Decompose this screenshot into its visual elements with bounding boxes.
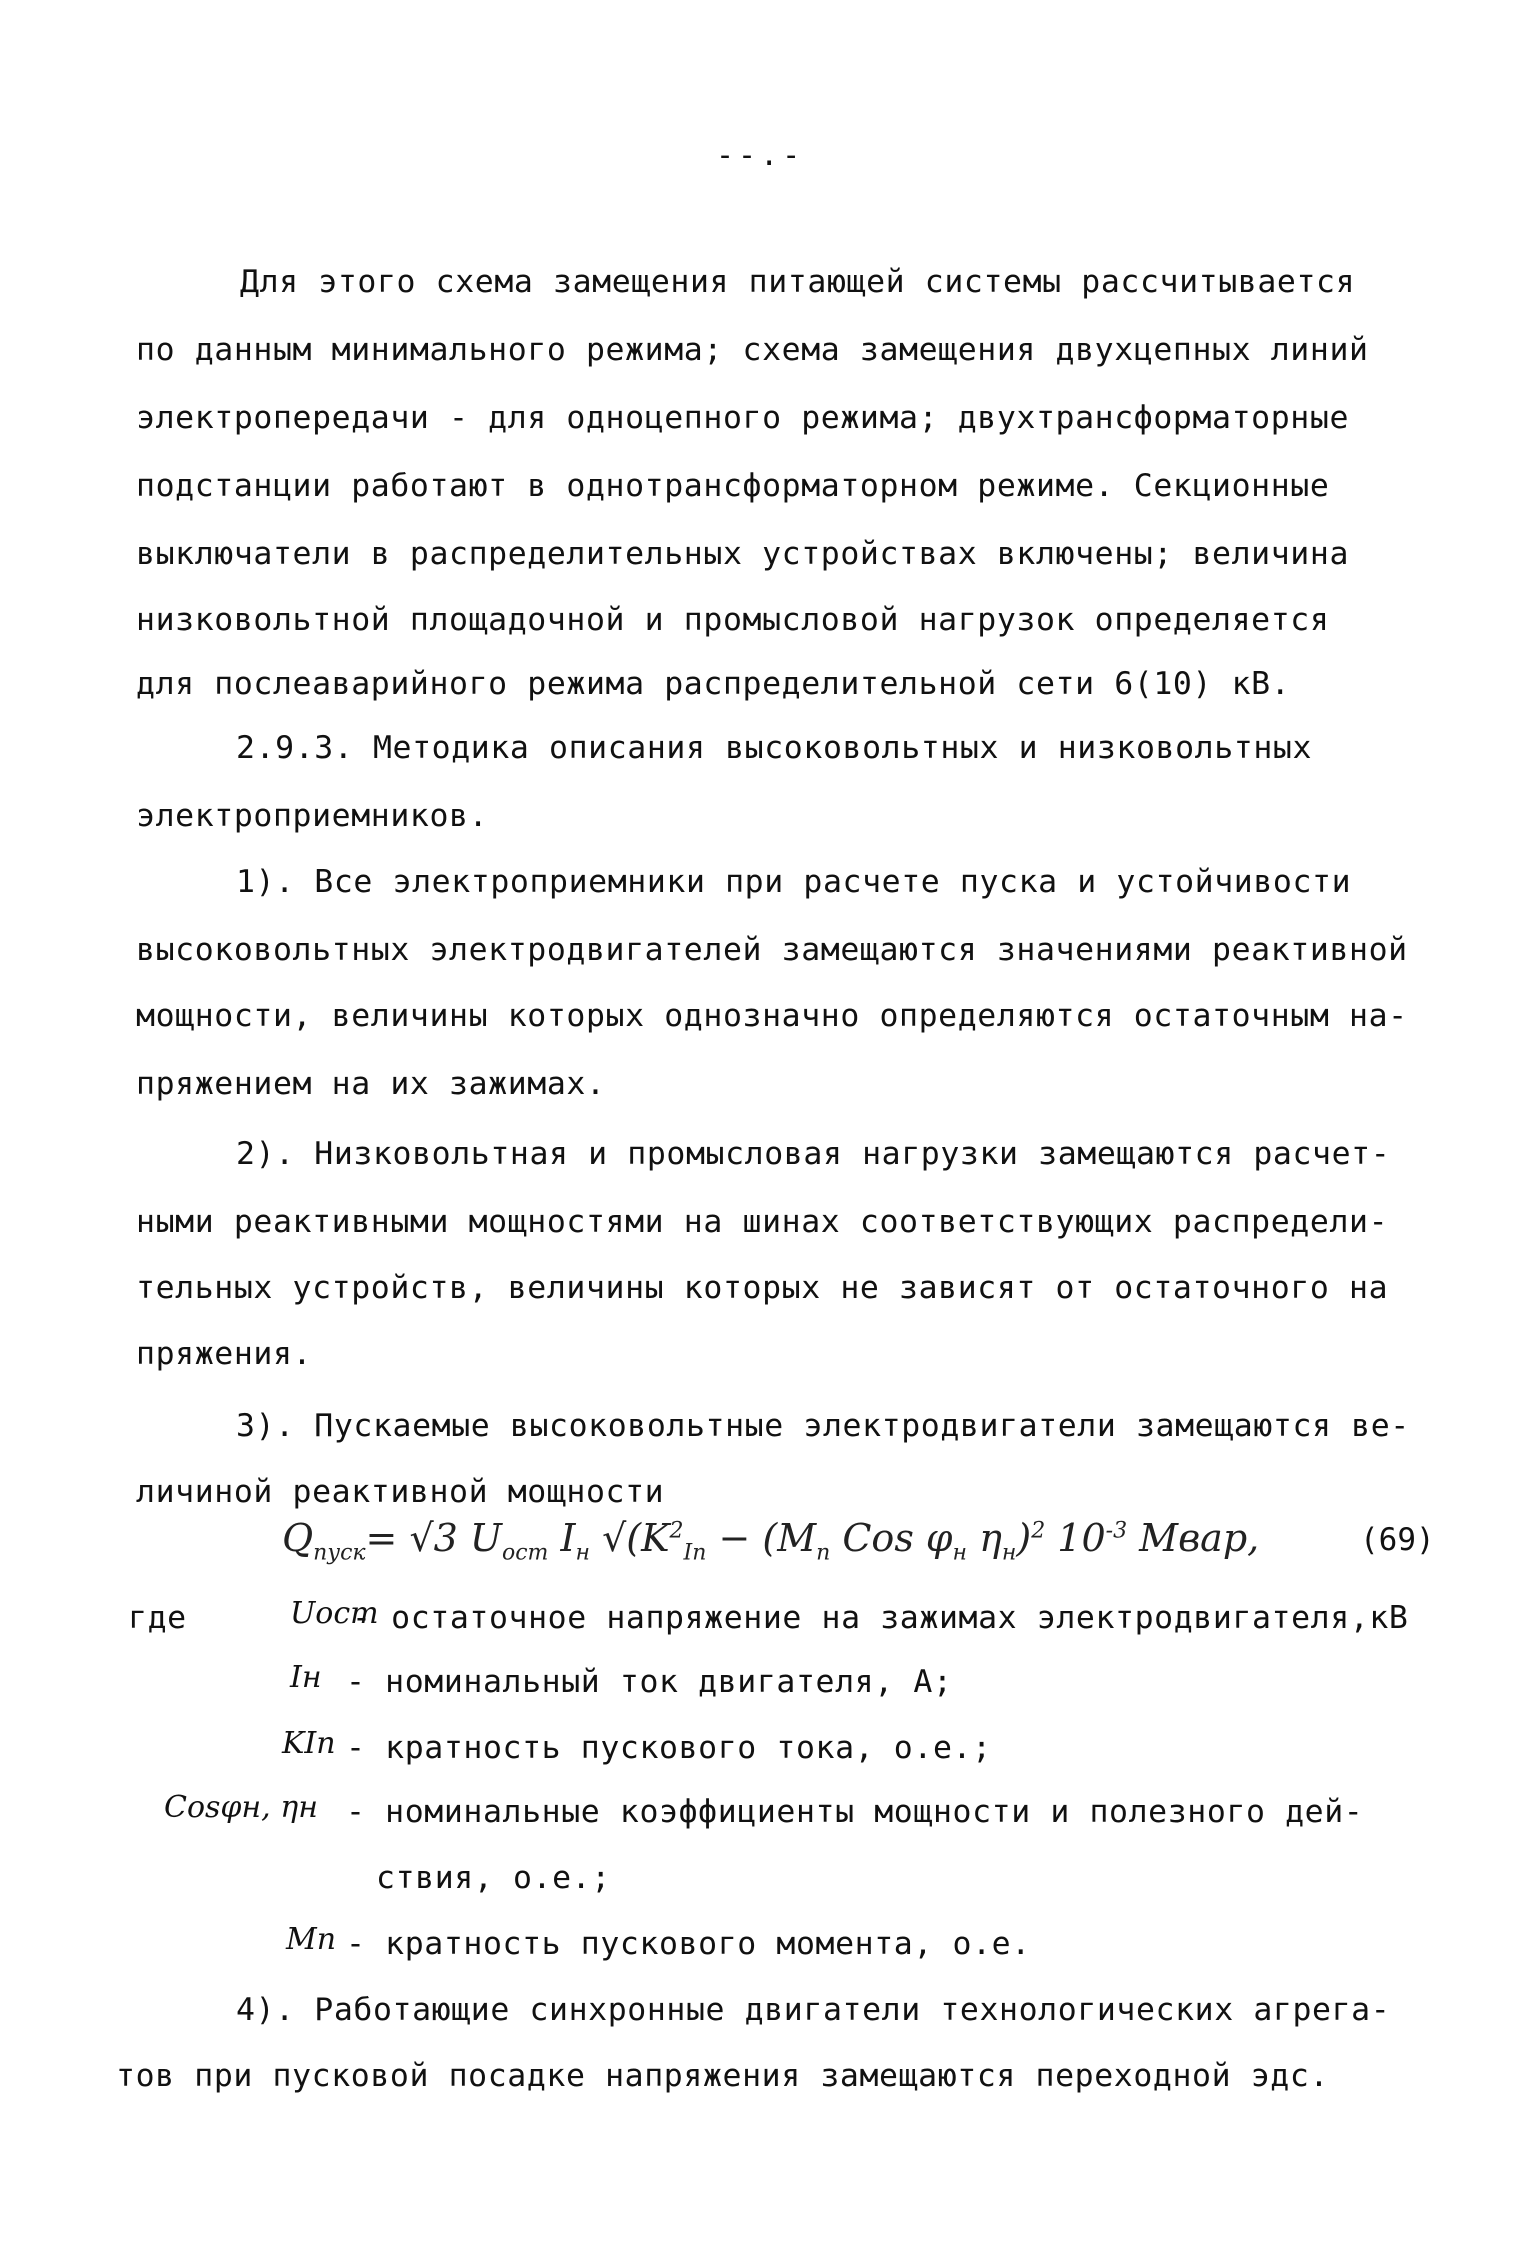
page-number: --.- [716,138,805,173]
body-line: 1). Все электроприемники при расчете пуска и устойчивости [236,864,1352,900]
body-line: ными реактивными мощностями на шинах соответствующих распредели- [136,1204,1389,1240]
def-symbol: Iн [290,1660,322,1695]
body-line: по данным минимального режима; схема замещения двухцепных линий [136,332,1369,368]
body-line: 2). Низковольтная и промысловая нагрузки замещаются расчет- [236,1136,1391,1172]
body-line: личиной реактивной мощности [136,1474,665,1510]
body-line: электропередачи - для одноцепного режима; двухтрансформаторные [136,400,1350,436]
body-line: Для этого схема замещения питающей системы рассчитывается [240,264,1356,300]
section-heading: 2.9.3. Методика описания высоковольтных и низковольтных [236,730,1313,766]
body-line: тельных устройств, величины которых не зависят от остаточного на [136,1270,1389,1306]
def-symbol: Uост [290,1596,379,1631]
body-line: пряжения. [136,1336,313,1372]
section-heading-cont: электроприемников. [136,798,489,834]
body-line: мощности, величины которых однозначно определяются остаточным на- [136,998,1408,1034]
def-text-cont: ствия, о.е.; [376,1860,611,1896]
formula-69: $Q_{пуск}= √3$ $U_{ост}$ $I_н$ $√(K^2_{Iп} - (M_п$ Cos $\varphi_н$ $\eta_н)^2$ $10^{-3}$ Мвар, [282,1516,1260,1566]
body-line: для послеаварийного режима распределительной сети 6(10) кВ. [136,666,1291,702]
def-symbol: KIп [282,1726,336,1761]
def-text: - номинальный ток двигателя, А; [346,1664,953,1700]
body-line: подстанции работают в однотрансформаторном режиме. Секционные [136,468,1330,504]
def-text: - кратность пускового тока, о.е.; [346,1730,992,1766]
body-line: низковольтной площадочной и промысловой нагрузок определяется [136,602,1330,638]
body-line: тов при пусковой посадке напряжения замещаются переходной эдс. [116,2058,1330,2094]
def-text: - номинальные коэффициенты мощности и полезного дей- [346,1794,1364,1830]
where-label: где [128,1600,187,1636]
equation-number: (69) [1360,1522,1435,1558]
body-line: высоковольтных электродвигателей замещаются значениями реактивной [136,932,1408,968]
body-line: выключатели в распределительных устройствах включены; величина [136,536,1350,572]
body-line: пряжением на их зажимах. [136,1066,606,1102]
body-line: 4). Работающие синхронные двигатели технологических агрега- [236,1992,1391,2028]
def-text: - остаточное напряжение на зажимах электродвигателя,кВ [352,1600,1409,1636]
def-symbol: Cosφн, ηн [164,1790,318,1825]
body-line: 3). Пускаемые высоковольтные электродвигатели замещаются ве- [236,1408,1410,1444]
def-symbol: Mп [286,1922,337,1957]
def-text: - кратность пускового момента, о.е. [346,1926,1031,1962]
